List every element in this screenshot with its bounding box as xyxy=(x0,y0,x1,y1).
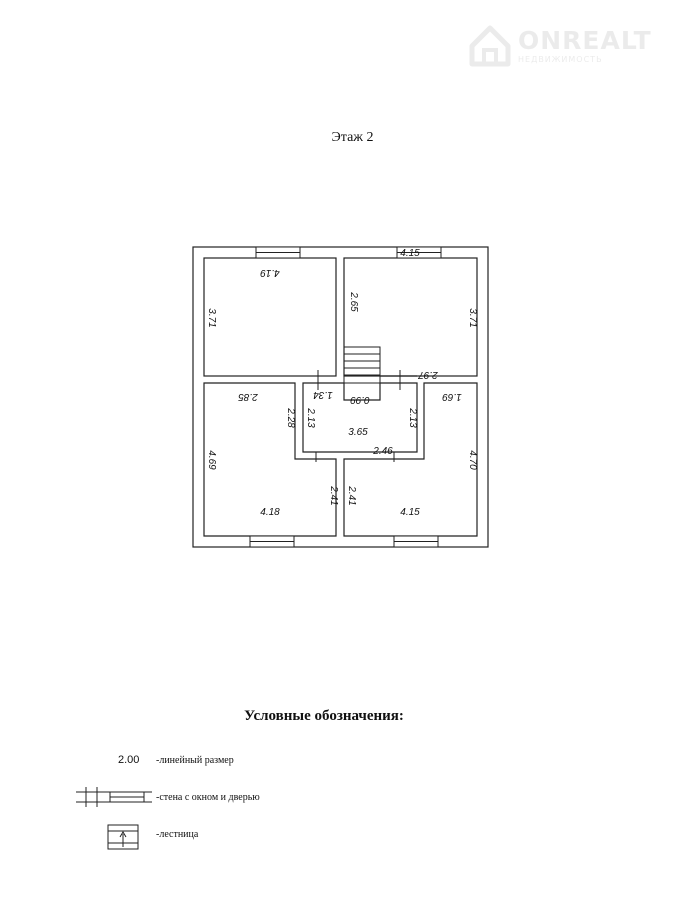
legend-staircase: -лестница xyxy=(156,829,199,840)
dim-corridor-left-height: 2.13 xyxy=(305,408,316,428)
watermark-tagline: НЕДВИЖИМОСТЬ xyxy=(518,55,603,64)
dim-stair-width: 0.99 xyxy=(350,394,370,405)
dim-corridor-left-top: 1.34 xyxy=(313,389,333,400)
watermark-brand: ONREALT xyxy=(518,26,652,55)
legend-wall-with-window: -стена с окном и дверью xyxy=(156,792,260,803)
dim-corridor-side: 2.28 xyxy=(285,408,296,428)
dim-bottom-right-width: 4.15 xyxy=(400,507,420,518)
dim-corridor-right-height: 2.13 xyxy=(407,408,418,428)
legend-sample-value: 2.00 xyxy=(118,754,140,766)
dim-bottom-right-height: 4.70 xyxy=(467,450,478,470)
dim-bottom-left-top: 2.85 xyxy=(238,391,258,402)
dim-top-left-height: 3.71 xyxy=(206,308,217,328)
dim-bottom-left-width: 4.18 xyxy=(260,507,280,518)
legend-staircase-icon xyxy=(108,825,138,849)
dim-bottom-left-inner-height: 2.41 xyxy=(328,486,339,506)
dim-bottom-right-top: 1.69 xyxy=(442,391,462,402)
floor-title: Этаж 2 xyxy=(331,130,374,145)
dim-stair-side: 2.65 xyxy=(348,292,359,312)
dim-top-right-height: 3.71 xyxy=(467,308,478,328)
dim-corridor-bottom: 2.46 xyxy=(373,446,393,457)
wall-window-door-icon xyxy=(76,787,152,807)
dim-top-window: 4.15 xyxy=(400,248,420,259)
legend-title: Условные обозначения: xyxy=(244,708,404,724)
legend-linear-size: -линейный размер xyxy=(156,755,234,766)
dim-bottom-left-height: 4.69 xyxy=(206,450,217,470)
dim-corridor-width: 3.65 xyxy=(348,427,368,438)
dim-top-right-bottom: 2.97 xyxy=(418,369,438,380)
dim-bottom-right-inner-height: 2.41 xyxy=(346,486,357,506)
dim-top-left-width: 4.19 xyxy=(260,267,280,278)
